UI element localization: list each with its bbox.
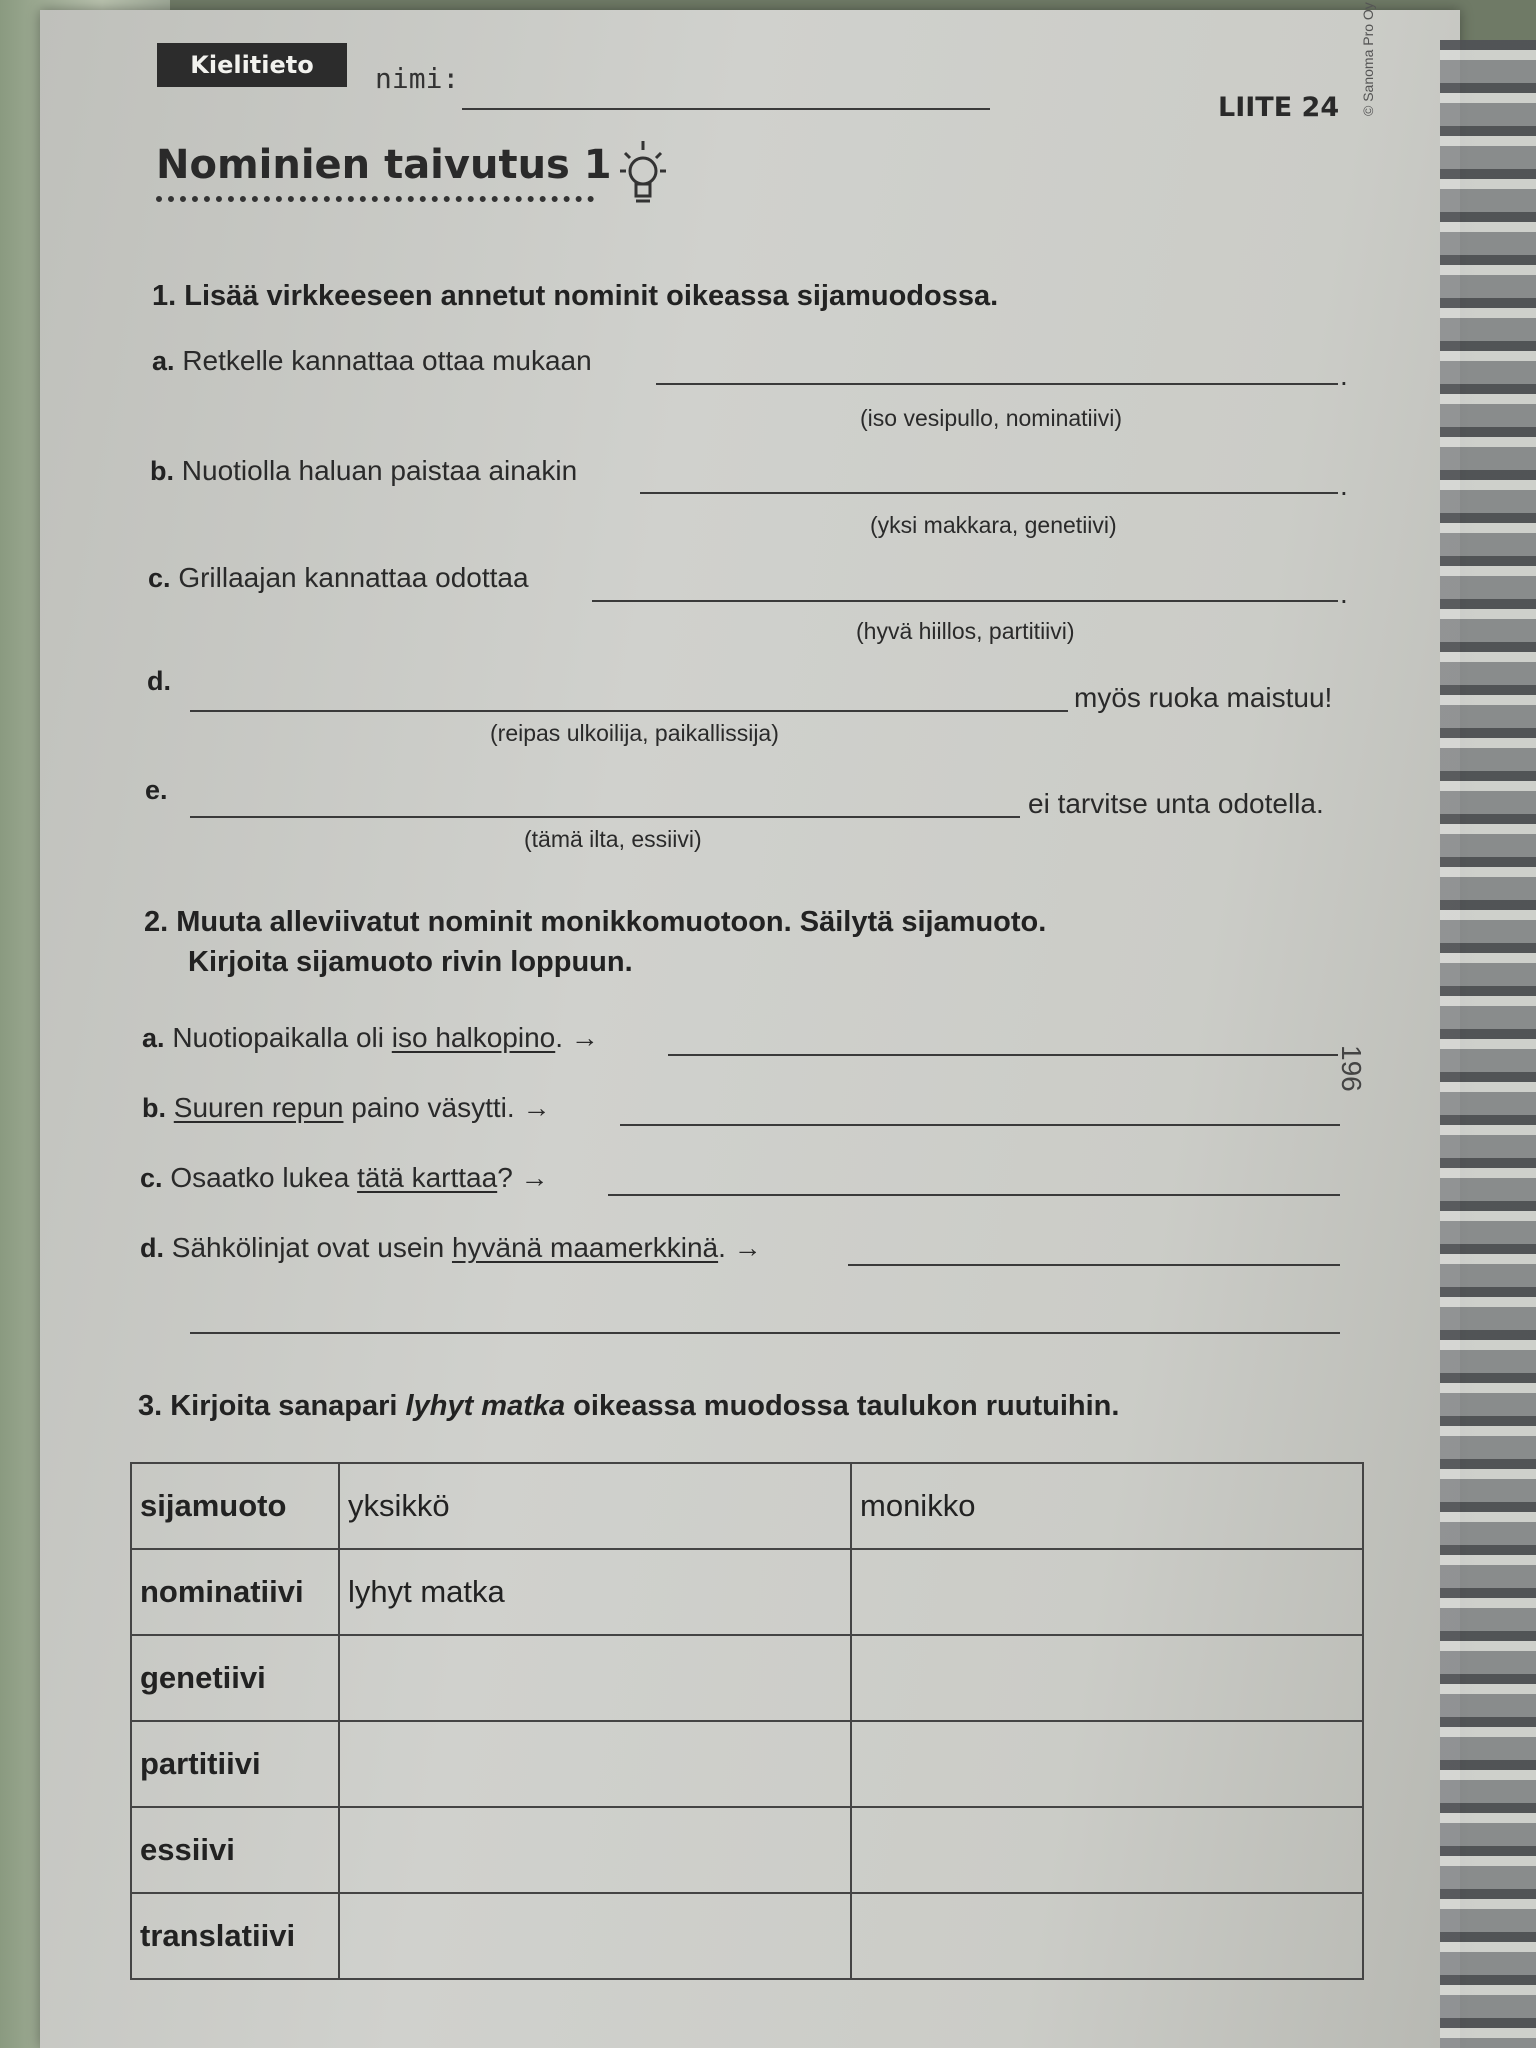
task2-heading-line2: Kirjoita sijamuoto rivin loppuun. bbox=[188, 946, 633, 978]
spiral-binding bbox=[1440, 40, 1536, 2048]
case-name: partitiivi bbox=[131, 1721, 339, 1807]
task1-d-hint: (reipas ulkoilija, paikallissija) bbox=[490, 720, 779, 746]
task2-d-answer-line-2[interactable] bbox=[190, 1332, 1340, 1334]
item-pre: Nuotiopaikalla oli bbox=[172, 1022, 392, 1053]
item-pre: Sähkölinjat ovat usein bbox=[171, 1232, 452, 1263]
plural-cell[interactable] bbox=[851, 1635, 1363, 1721]
task1-d-continuation: myös ruoka maistuu! bbox=[1074, 682, 1333, 713]
task1-heading: 1. Lisää virkkeeseen annetut nominit oikeassa sijamuodossa. bbox=[152, 280, 999, 312]
task1-b-hint: (yksi makkara, genetiivi) bbox=[870, 512, 1117, 538]
singular-cell[interactable] bbox=[339, 1721, 851, 1807]
plural-cell[interactable] bbox=[851, 1893, 1363, 1979]
lightbulb-icon bbox=[614, 135, 672, 215]
item-pre: Osaatko lukea bbox=[170, 1162, 358, 1193]
name-label: nimi: bbox=[375, 62, 460, 95]
task1-b-answer-line[interactable] bbox=[640, 492, 1338, 494]
item-letter: d. bbox=[140, 1233, 164, 1263]
task1-e-continuation: ei tarvitse unta odotella. bbox=[1028, 788, 1324, 819]
singular-cell[interactable] bbox=[339, 1635, 851, 1721]
plural-cell[interactable] bbox=[851, 1807, 1363, 1893]
task2-item-b bbox=[142, 1092, 550, 1124]
plural-cell[interactable] bbox=[851, 1549, 1363, 1635]
copyright-note: © Sanoma Pro Oy bbox=[1360, 2, 1376, 116]
table-row bbox=[131, 1721, 1363, 1807]
case-name: translatiivi bbox=[131, 1893, 339, 1979]
task1-a-answer-line[interactable] bbox=[656, 383, 1338, 385]
underlined-noun: Suuren repun bbox=[173, 1092, 344, 1123]
task1-e-hint: (tämä ilta, essiivi) bbox=[524, 826, 702, 852]
task2-heading-line1: 2. Muuta alleviivatut nominit monikkomuotoon. Säilytä sijamuoto. bbox=[144, 906, 1047, 938]
item-letter: b. bbox=[142, 1093, 166, 1123]
singular-cell[interactable] bbox=[339, 1893, 851, 1979]
item-text: Grillaajan kannattaa odottaa bbox=[178, 562, 529, 593]
case-name: essiivi bbox=[131, 1807, 339, 1893]
task3-heading-pre: 3. Kirjoita sanapari bbox=[138, 1390, 406, 1422]
singular-cell[interactable]: lyhyt matka bbox=[339, 1549, 851, 1635]
case-table bbox=[130, 1462, 1364, 1980]
table-row bbox=[131, 1549, 1363, 1635]
item-post: ? → bbox=[497, 1162, 549, 1193]
task1-item-b bbox=[150, 455, 577, 487]
table-row bbox=[131, 1893, 1363, 1979]
column-header: sijamuoto bbox=[131, 1463, 339, 1549]
item-post: . → bbox=[555, 1022, 599, 1053]
task2-item-d bbox=[140, 1232, 762, 1264]
item-post: paino väsytti. → bbox=[343, 1092, 551, 1123]
task3-heading-post: oikeassa muodossa taulukon ruutuihin. bbox=[565, 1390, 1120, 1422]
item-letter: c. bbox=[148, 563, 171, 593]
item-text: Retkelle kannattaa ottaa mukaan bbox=[182, 345, 592, 376]
task2-item-c bbox=[140, 1162, 549, 1194]
item-letter: b. bbox=[150, 456, 174, 486]
underlined-noun: hyvänä maamerkkinä bbox=[451, 1232, 719, 1263]
task2-item-a bbox=[142, 1022, 599, 1054]
task2-c-answer-line[interactable] bbox=[608, 1194, 1340, 1196]
task1-d-answer-line[interactable] bbox=[190, 710, 1068, 712]
item-letter: c. bbox=[140, 1163, 163, 1193]
item-letter: d. bbox=[147, 666, 171, 696]
item-text: Nuotiolla haluan paistaa ainakin bbox=[181, 455, 578, 486]
task1-c-hint: (hyvä hiillos, partitiivi) bbox=[856, 618, 1075, 644]
task1-item-c bbox=[148, 562, 529, 594]
task2-b-answer-line[interactable] bbox=[620, 1124, 1340, 1126]
name-field-line[interactable] bbox=[462, 108, 990, 110]
task3-heading-emphasis: lyhyt matka bbox=[405, 1390, 566, 1422]
underlined-noun: iso halkopino bbox=[391, 1022, 556, 1053]
case-name: genetiivi bbox=[131, 1635, 339, 1721]
task1-item-a bbox=[152, 345, 592, 377]
item-post: . → bbox=[718, 1232, 762, 1263]
singular-cell[interactable] bbox=[339, 1807, 851, 1893]
task1-a-hint: (iso vesipullo, nominatiivi) bbox=[860, 405, 1123, 431]
appendix-label: LIITE 24 bbox=[1218, 92, 1340, 123]
topic-tag: Kielitieto bbox=[157, 43, 347, 87]
task1-c-answer-line[interactable] bbox=[592, 600, 1338, 602]
item-letter: e. bbox=[145, 775, 168, 805]
sentence-end: . bbox=[1340, 578, 1348, 609]
sentence-end: . bbox=[1340, 360, 1348, 391]
page-number: 196 bbox=[1336, 1045, 1367, 1092]
task2-d-answer-line[interactable] bbox=[848, 1264, 1340, 1266]
case-name: nominatiivi bbox=[131, 1549, 339, 1635]
item-letter: a. bbox=[142, 1023, 165, 1053]
item-letter: a. bbox=[152, 346, 175, 376]
task2-a-answer-line[interactable] bbox=[668, 1054, 1338, 1056]
plural-cell[interactable] bbox=[851, 1721, 1363, 1807]
task1-e-answer-line[interactable] bbox=[190, 816, 1020, 818]
table-row bbox=[131, 1635, 1363, 1721]
title-dotted-underline bbox=[156, 196, 594, 202]
underlined-noun: tätä karttaa bbox=[357, 1162, 498, 1193]
page-title: Nominien taivutus 1 bbox=[156, 142, 612, 188]
table-header-row bbox=[131, 1463, 1363, 1549]
task3-heading bbox=[138, 1390, 1119, 1423]
column-header: monikko bbox=[851, 1463, 1363, 1549]
sentence-end: . bbox=[1340, 470, 1348, 501]
column-header: yksikkö bbox=[339, 1463, 851, 1549]
table-row bbox=[131, 1807, 1363, 1893]
